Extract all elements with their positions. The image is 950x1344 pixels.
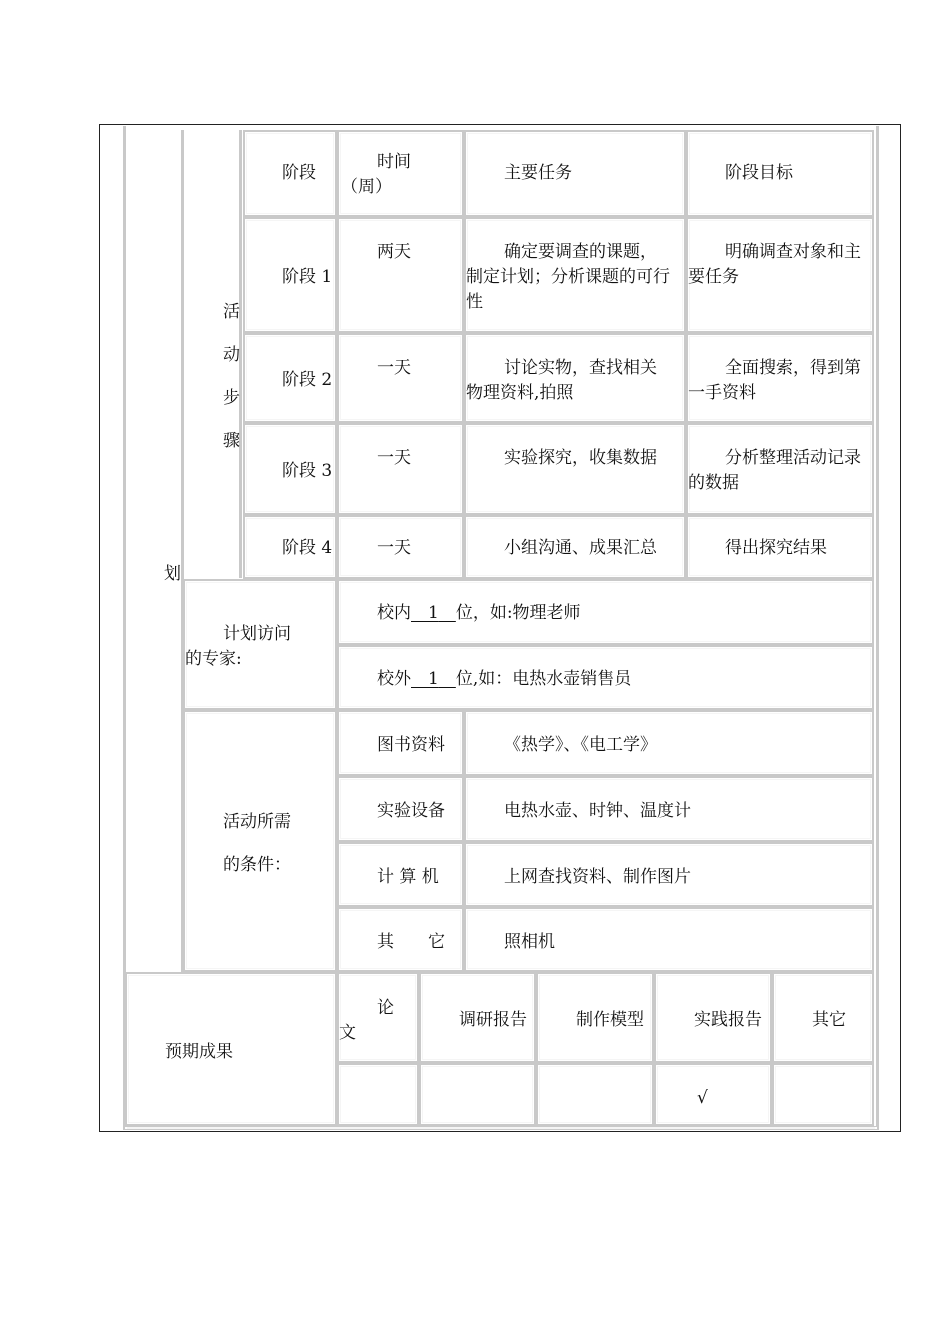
- results-col-header: [772, 972, 874, 1063]
- header-goal-cell: [686, 130, 874, 217]
- results-col-paper-line1: 论: [377, 998, 394, 1018]
- time-value: 一天: [377, 448, 411, 468]
- task-line: 性: [466, 292, 483, 312]
- time-cell: [337, 333, 464, 423]
- stage-cell: [243, 423, 337, 515]
- experts-outside-count: 1: [428, 669, 439, 689]
- goal-line: 一手资料: [688, 383, 756, 403]
- section-char: 划: [164, 564, 181, 584]
- task-cell: [464, 515, 686, 579]
- results-value-cell: [337, 1063, 419, 1126]
- experts-inside-suffix: 位，如:物理老师: [455, 603, 581, 623]
- condition-value: 电热水壶、时钟、温度计: [504, 801, 691, 821]
- goal-line: 明确调查对象和主: [725, 242, 861, 262]
- header-task: 主要任务: [504, 163, 572, 183]
- results-col-paper: [337, 972, 419, 1063]
- experts-label-line1: 计划访问: [223, 624, 291, 644]
- results-col-header: [654, 972, 772, 1063]
- condition-name: 实验设备: [377, 801, 445, 821]
- results-col-label: 调研报告: [459, 1010, 527, 1030]
- bottom-rule: [124, 1126, 878, 1130]
- task-cell: [464, 217, 686, 333]
- task-cell: [464, 333, 686, 423]
- results-col-label: 制作模型: [576, 1010, 644, 1030]
- condition-name: 图书资料: [377, 735, 445, 755]
- stage-cell: [243, 217, 337, 333]
- conditions-label-line1: 活动所需: [223, 812, 291, 832]
- header-stage: 阶段: [282, 163, 316, 183]
- task-cell: [464, 423, 686, 515]
- condition-value-cell: [464, 842, 874, 907]
- condition-name: 其 它: [377, 932, 445, 952]
- stage-label: 阶段 4: [282, 538, 333, 558]
- results-value-cell: [536, 1063, 654, 1126]
- experts-label-cell: [183, 579, 337, 710]
- results-value-cell: [654, 1063, 772, 1126]
- time-value: 两天: [377, 242, 411, 262]
- steps-label-char: 动: [223, 345, 240, 365]
- experts-outside-prefix: 校外: [377, 669, 411, 689]
- task-line: 实验探究，收集数据: [504, 448, 657, 468]
- condition-value: 上网查找资料、制作图片: [504, 867, 691, 887]
- task-line: 制定计划；分析课题的可行: [466, 267, 670, 287]
- results-value-cell: [419, 1063, 536, 1126]
- steps-label-char: 骤: [223, 431, 240, 451]
- goal-cell: [686, 515, 874, 579]
- condition-value: 《热学》、《电工学》: [504, 735, 657, 755]
- stage-label: 阶段 2: [282, 370, 333, 390]
- task-line: 小组沟通、成果汇总: [504, 538, 657, 558]
- outer-right-rule: [876, 126, 879, 1130]
- condition-name-cell: [337, 776, 464, 842]
- header-task-cell: [464, 130, 686, 217]
- experts-outside: [377, 667, 631, 691]
- check-mark: √: [697, 1088, 708, 1108]
- experts-outside-cell: [337, 645, 874, 710]
- results-value-cell: [772, 1063, 874, 1126]
- goal-line: 分析整理活动记录: [725, 448, 861, 468]
- steps-label-char: 步: [223, 388, 240, 408]
- stage-cell: [243, 333, 337, 423]
- header-time-line1: 时间: [377, 152, 411, 172]
- results-col-paper-line2: 文: [339, 1023, 356, 1043]
- task-line: 物理资料,拍照: [466, 383, 574, 403]
- goal-line: 全面搜索，得到第: [725, 358, 861, 378]
- time-value: 一天: [377, 538, 411, 558]
- goal-cell: [686, 333, 874, 423]
- results-col-header: [536, 972, 654, 1063]
- condition-value-cell: [464, 907, 874, 972]
- experts-outside-suffix: 位,如：电热水壶销售员: [455, 669, 632, 689]
- condition-name-cell: [337, 907, 464, 972]
- condition-value: 照相机: [504, 932, 555, 952]
- results-label: 预期成果: [165, 1042, 233, 1062]
- conditions-label-line2: 的条件：: [223, 855, 291, 875]
- results-col-label: 其它: [812, 1010, 846, 1030]
- goal-line: 要任务: [688, 267, 739, 287]
- time-cell: [337, 217, 464, 333]
- condition-name-cell: [337, 710, 464, 776]
- steps-label-char: 活: [223, 302, 240, 322]
- time-cell: [337, 515, 464, 579]
- condition-value-cell: [464, 776, 874, 842]
- condition-name-cell: [337, 842, 464, 907]
- stage-cell: [243, 515, 337, 579]
- stage-label: 阶段 1: [282, 267, 333, 287]
- task-line: 确定要调查的课题，: [504, 242, 657, 262]
- time-cell: [337, 423, 464, 515]
- experts-label-line2: 的专家:: [185, 649, 242, 669]
- conditions-label-cell: [183, 710, 337, 972]
- results-label-cell: [125, 972, 337, 1126]
- results-col-header: [419, 972, 536, 1063]
- header-goal: 阶段目标: [725, 163, 793, 183]
- goal-line: 得出探究结果: [725, 538, 827, 558]
- stage-label: 阶段 3: [282, 461, 333, 481]
- experts-inside-cell: [337, 579, 874, 645]
- task-line: 讨论实物，查找相关: [504, 358, 657, 378]
- experts-inside-count: 1: [428, 603, 439, 623]
- goal-line: 的数据: [688, 473, 739, 493]
- experts-inside: [377, 601, 581, 625]
- goal-cell: [686, 217, 874, 333]
- time-value: 一天: [377, 358, 411, 378]
- header-time-cell: [337, 130, 464, 217]
- results-col-label: 实践报告: [694, 1010, 762, 1030]
- experts-inside-prefix: 校内: [377, 603, 411, 623]
- goal-cell: [686, 423, 874, 515]
- condition-value-cell: [464, 710, 874, 776]
- condition-name: 计 算 机: [377, 867, 439, 887]
- header-stage-cell: [243, 130, 337, 217]
- header-time-line2: （周）: [341, 177, 392, 197]
